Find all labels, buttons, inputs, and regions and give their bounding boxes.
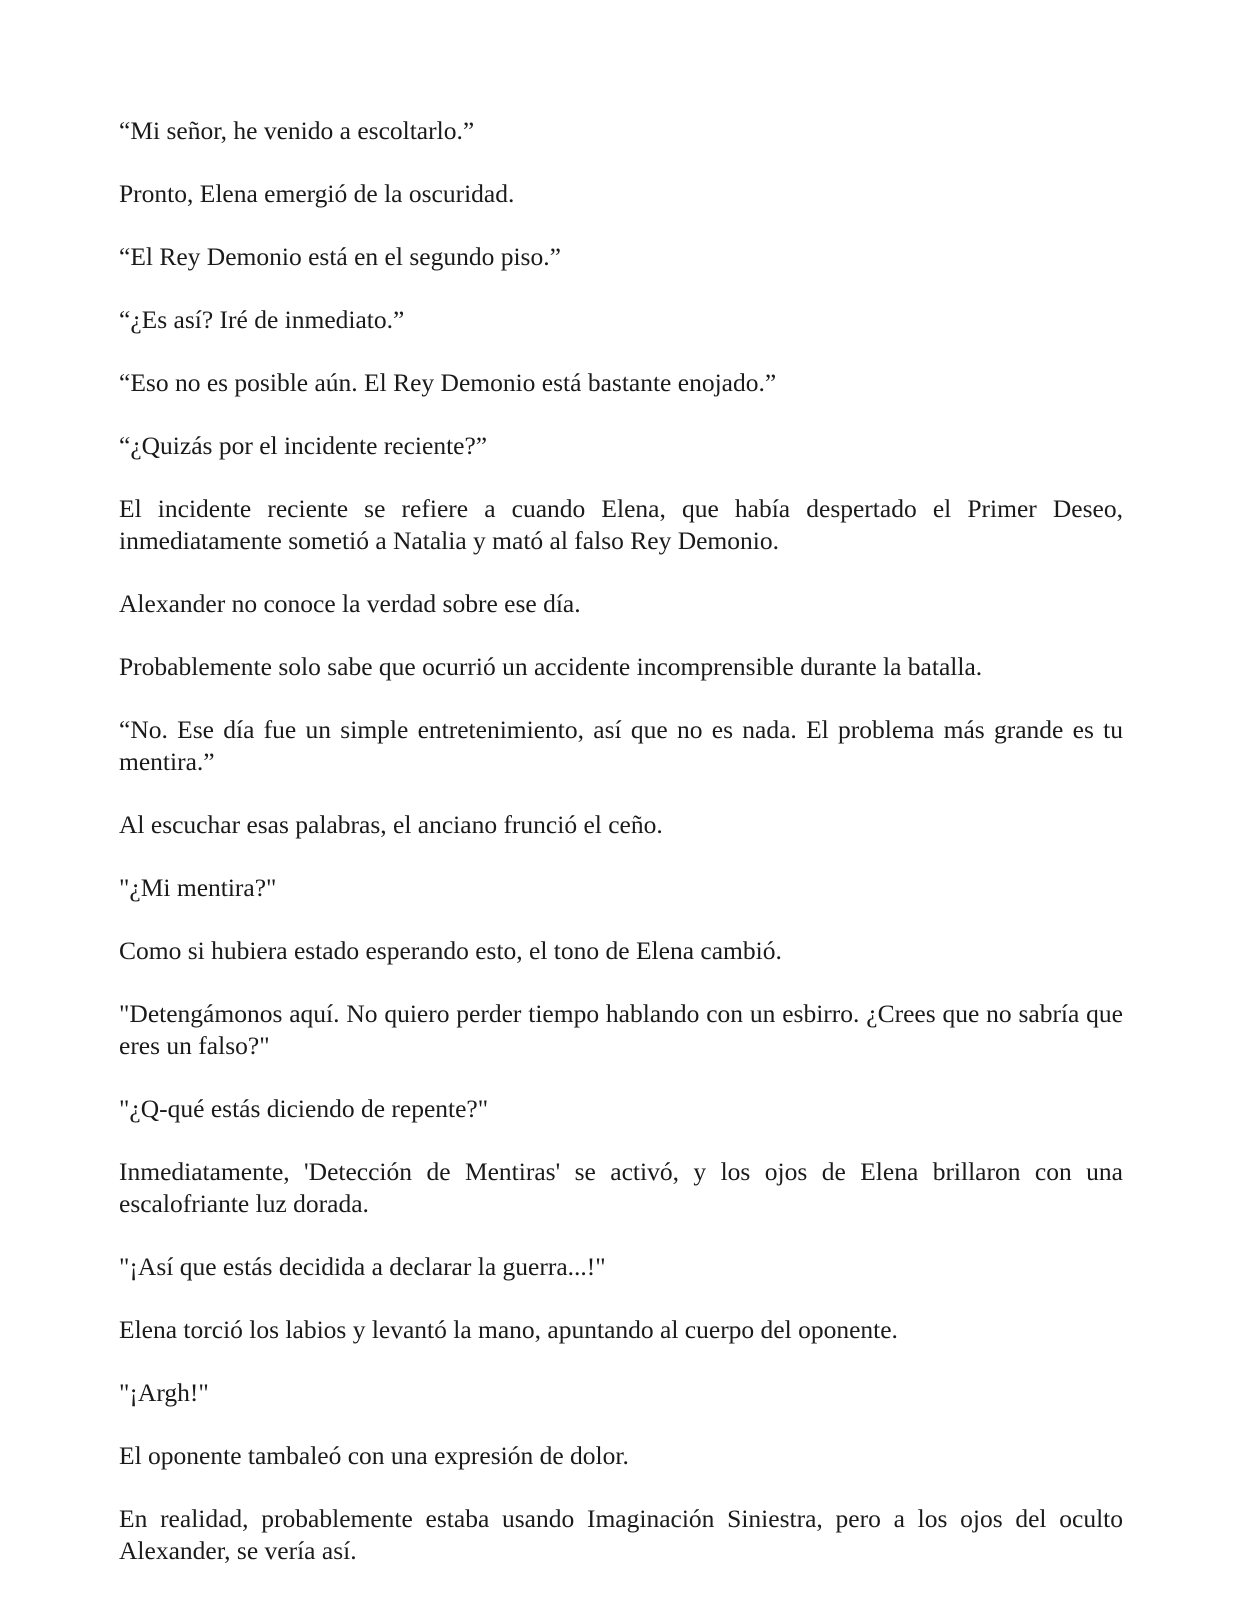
- paragraph: El oponente tambaleó con una expresión de dolor.: [119, 1441, 629, 1470]
- paragraph: “¿Quizás por el incidente reciente?”: [119, 431, 488, 460]
- paragraph: "¿Q-qué estás diciendo de repente?": [119, 1094, 489, 1123]
- document-body: [119, 115, 1123, 1598]
- paragraph: Alexander no conoce la verdad sobre ese día.: [119, 589, 581, 618]
- paragraph: “¿Es así? Iré de inmediato.”: [119, 305, 405, 334]
- paragraph: En realidad, probablemente estaba usando Imaginación Siniestra, pero a los ojos del oculto Alexander, se vería así.: [119, 1504, 1123, 1565]
- paragraph: Probablemente solo sabe que ocurrió un accidente incomprensible durante la batalla.: [119, 652, 983, 681]
- paragraph: “Eso no es posible aún. El Rey Demonio está bastante enojado.”: [119, 368, 777, 397]
- paragraph: El incidente reciente se refiere a cuando Elena, que había despertado el Primer Deseo, inmediatamente sometió a Natalia y mató al falso Rey Demonio.: [119, 494, 1123, 555]
- paragraph: Al escuchar esas palabras, el anciano frunció el ceño.: [119, 810, 663, 839]
- paragraph: “Mi señor, he venido a escoltarlo.”: [119, 116, 475, 145]
- paragraph: Inmediatamente, 'Detección de Mentiras' se activó, y los ojos de Elena brillaron con una escalofriante luz dorada.: [119, 1157, 1123, 1218]
- paragraph: "¡Argh!": [119, 1378, 209, 1407]
- paragraph: Pronto, Elena emergió de la oscuridad.: [119, 179, 515, 208]
- paragraph: "Detengámonos aquí. No quiero perder tiempo hablando con un esbirro. ¿Crees que no sabría que eres un falso?": [119, 999, 1123, 1060]
- paragraph: Elena torció los labios y levantó la mano, apuntando al cuerpo del oponente.: [119, 1315, 898, 1344]
- paragraph: “No. Ese día fue un simple entretenimiento, así que no es nada. El problema más grande es tu mentira.”: [119, 715, 1123, 776]
- paragraph: “El Rey Demonio está en el segundo piso.”: [119, 242, 561, 271]
- paragraph: Como si hubiera estado esperando esto, el tono de Elena cambió.: [119, 936, 782, 965]
- paragraph: "¡Así que estás decidida a declarar la guerra...!": [119, 1252, 606, 1281]
- paragraph: "¿Mi mentira?": [119, 873, 277, 902]
